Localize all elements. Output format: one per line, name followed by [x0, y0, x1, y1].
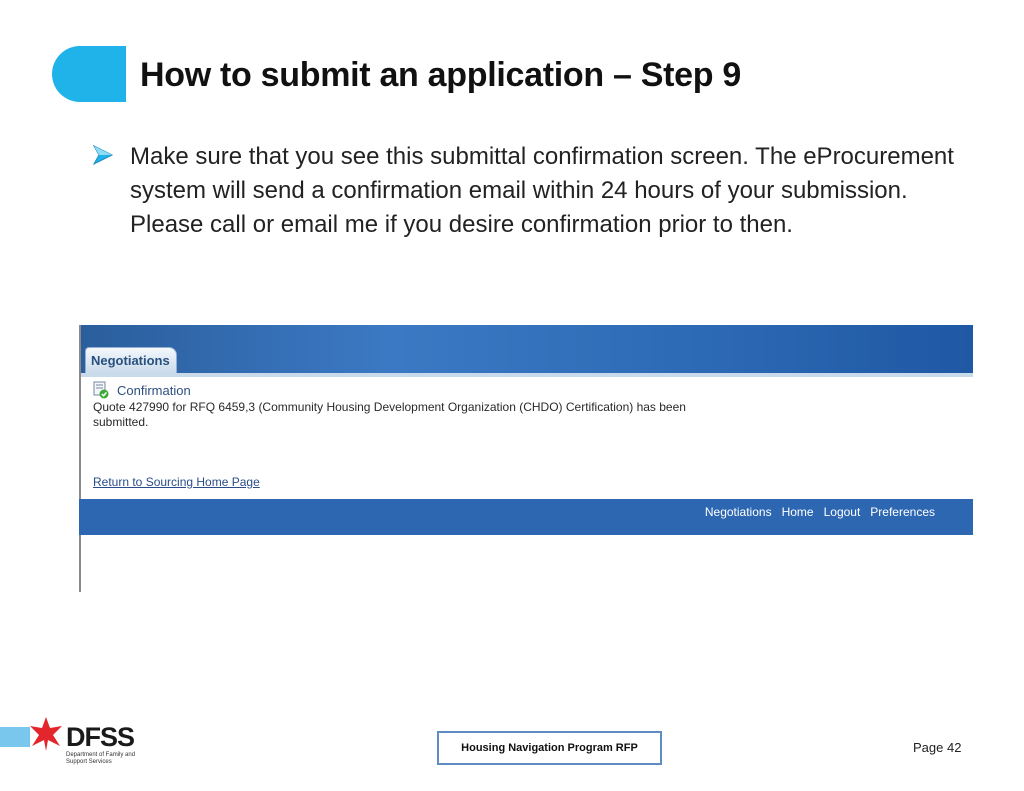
program-label: Housing Navigation Program RFP [437, 731, 662, 765]
arrow-bullet-icon [92, 144, 114, 166]
logo-bar [0, 727, 30, 747]
confirmation-title: Confirmation [117, 383, 191, 398]
star-icon [28, 716, 64, 752]
confirmation-icon [93, 381, 109, 399]
confirmation-message: Quote 427990 for RFQ 6459,3 (Community Housing Development Organization (CHDO) Certification) has been submitted. [93, 400, 686, 429]
tab-negotiations[interactable]: Negotiations [85, 347, 177, 373]
bullet-item [92, 140, 972, 242]
window-edge [79, 325, 81, 592]
dfss-logo-text: DFSS [66, 722, 135, 752]
dfss-logo-subtitle: Department of Family and Support Services [66, 752, 136, 765]
footer-link-home[interactable]: Home [781, 505, 814, 519]
return-to-sourcing-link[interactable]: Return to Sourcing Home Page [93, 475, 260, 489]
app-banner [79, 325, 973, 373]
footer-link-logout[interactable]: Logout [823, 505, 861, 519]
confirmation-screenshot [79, 325, 973, 592]
slide-title: How to submit an application – Step 9 [140, 56, 741, 94]
bullet-text: Make sure that you see this submittal confirmation screen. The eProcurement system will send a confirmation email within 24 hours of your submission. Please call or email me if you desire confirmation prior to then. [130, 143, 954, 238]
title-accent-shape [52, 46, 126, 102]
footer-nav [705, 499, 935, 519]
tab-underline [79, 373, 973, 377]
page-number: Page 42 [913, 740, 962, 755]
footer-link-negotiations[interactable]: Negotiations [704, 505, 772, 519]
footer-link-preferences[interactable]: Preferences [870, 505, 935, 519]
